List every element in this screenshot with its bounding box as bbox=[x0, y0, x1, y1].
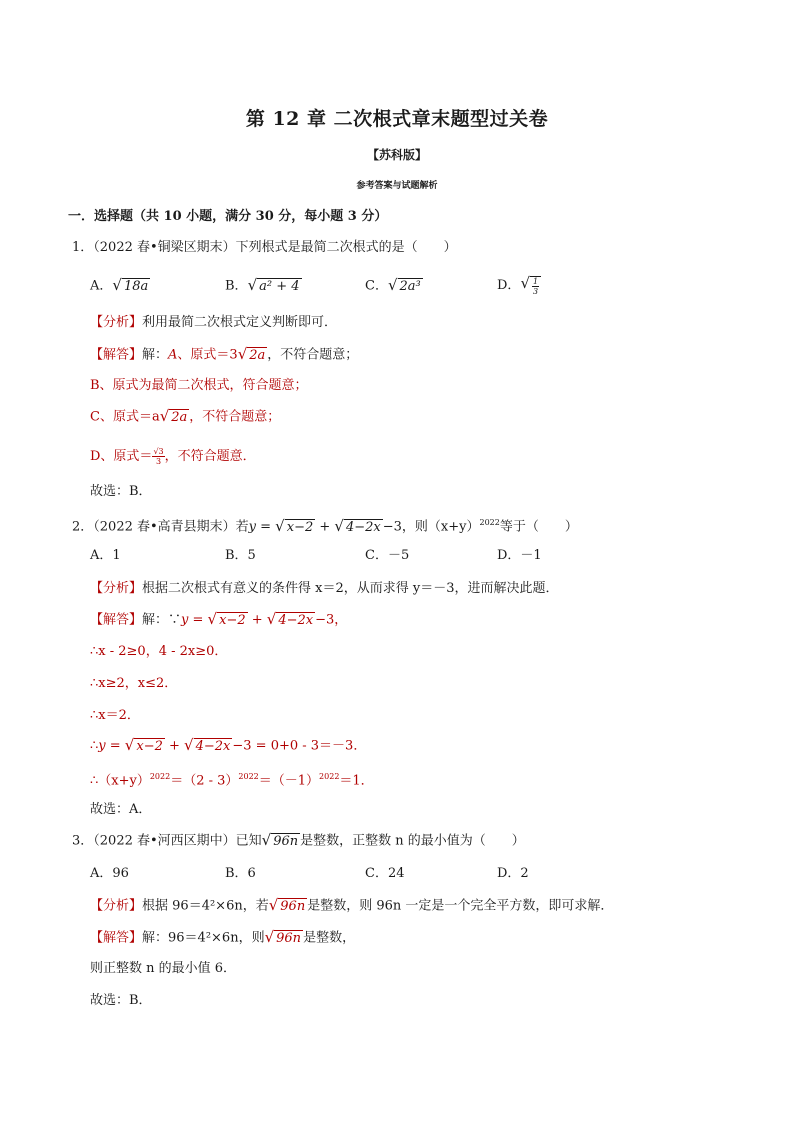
q2-solution-line-5: ∴y = √ x−2 + √ 4−2x −3 = 0+0 - 3＝－3． bbox=[90, 736, 367, 754]
q1-solution-line-2: B、原式为最简二次根式，符合题意； bbox=[90, 378, 308, 393]
edition-label: 【苏科版】 bbox=[366, 148, 427, 162]
question-3-stem: 3．（2022 春•河西区期中）已知 √ 96n 是整数，正整数 n 的最小值为（ ） bbox=[72, 831, 525, 849]
q2-choose: 故选：A． bbox=[90, 802, 152, 817]
q3-option-a: A．96 bbox=[90, 866, 129, 881]
q1-option-c: C． √ 2a³ bbox=[365, 276, 421, 294]
q2-solution-line-6: $\therefore(x+y)^{2022}=(2 - 3)^{2022}=(-1)^{2022}=1$． bbox=[90, 772, 374, 789]
q1-analysis: 【分析】利用最简二次根式定义判断即可． bbox=[90, 315, 338, 330]
q2-solution-line-2: ∴x - 2≥0，4 - 2x≥0． bbox=[90, 644, 228, 659]
q3-analysis: 【分析】根据 96＝4²×6n，若 √ 96n 是整数，则 96n 一定是一个完全平方数，即可求解． bbox=[90, 896, 614, 914]
section-heading: 一．选择题（共 10 小题，满分 30 分，每小题 3 分） bbox=[68, 209, 388, 224]
q2-option-a: A．1 bbox=[90, 548, 121, 563]
q3-solution-line-1: 【解答】解：96＝4²×6n，则 √ 96n 是整数， bbox=[90, 928, 356, 946]
q2-solution-line-3: ∴x≥2，x≤2． bbox=[90, 676, 178, 691]
q2-option-b: B．5 bbox=[225, 548, 256, 563]
q1-solution-line-4: D、原式＝ $\frac{√3}{3}$ ，不符合题意． bbox=[90, 447, 256, 466]
q2-solution-line-1: 【解答】解：∵y = √ x−2 + √ 4−2x −3， bbox=[90, 610, 348, 628]
subtitle: 参考答案与试题解析 bbox=[356, 181, 438, 191]
q3-option-d: D．2 bbox=[497, 866, 529, 881]
question-1-stem: 1．（2022 春•铜梁区期末）下列根式是最简二次根式的是（ ） bbox=[72, 240, 457, 255]
q3-option-c: C．24 bbox=[365, 866, 405, 881]
q1-option-b: B． √ a² + 4 bbox=[225, 276, 300, 294]
q3-option-b: B．6 bbox=[225, 866, 256, 881]
q1-solution-line-1: 【解答】解：A、原式＝3 √ 2a ，不符合题意； bbox=[90, 345, 359, 363]
q2-solution-line-4: ∴x＝2． bbox=[90, 708, 140, 723]
question-2-stem: 2．（2022 春•高青县期末）若y = √ x−2 + √ 4−2x −3，则$(x+y)^{2022}$等于（ ） bbox=[72, 516, 578, 535]
q3-choose: 故选：B． bbox=[90, 993, 152, 1008]
q2-option-c: C．－5 bbox=[365, 548, 410, 563]
q3-solution-line-2: 则正整数 n 的最小值 6． bbox=[90, 961, 237, 976]
q1-option-a: A． √ 18a bbox=[90, 276, 149, 294]
q1-option-d: D． √ $\frac{1}{3}$ bbox=[497, 275, 541, 296]
q2-option-d: D．－1 bbox=[497, 548, 542, 563]
page-title: 第 12 章 二次根式章末题型过关卷 bbox=[245, 108, 549, 130]
q1-solution-line-3: C、原式＝a √ 2a ，不符合题意； bbox=[90, 407, 281, 425]
q1-choose: 故选：B． bbox=[90, 484, 152, 499]
q2-analysis: 【分析】根据二次根式有意义的条件得 x＝2，从而求得 y＝－3，进而解决此题． bbox=[90, 581, 559, 596]
